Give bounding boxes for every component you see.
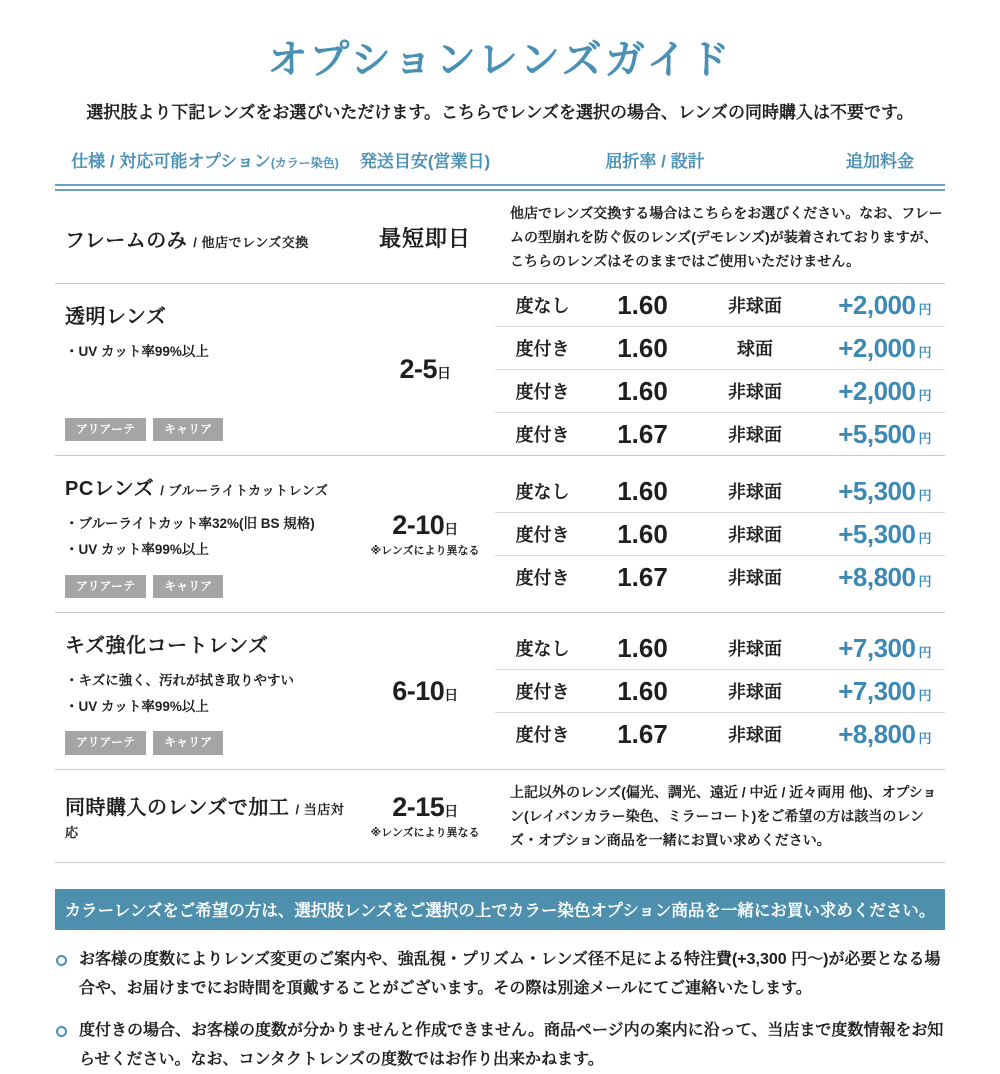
additional-price: [815, 676, 945, 707]
price-currency: 円: [918, 430, 931, 446]
lens-type-suffix: / 当店対応: [65, 802, 345, 841]
detail-cell: [495, 284, 945, 455]
shipping-unit: 日: [437, 365, 451, 382]
shipping-estimate: [399, 354, 450, 385]
price-currency: 円: [918, 487, 931, 503]
lens-option-row: [495, 412, 945, 455]
price-currency: 円: [918, 344, 931, 360]
circle-bullet-icon: [56, 955, 67, 966]
lens-option-row: [495, 284, 945, 326]
tag-list: [65, 563, 355, 599]
price-value: +2,000: [838, 332, 916, 363]
shipping-days: 2-15: [392, 792, 445, 823]
color-option-tag: キャリア: [153, 418, 223, 442]
lens-design: 球面: [737, 339, 773, 360]
lens-type-name: PCレンズ: [65, 478, 155, 501]
price-currency: 円: [918, 387, 931, 403]
power-type: 度なし: [515, 296, 570, 317]
lens-type-suffix: / ブルーライトカットレンズ: [160, 483, 329, 499]
power-type: 度なし: [515, 639, 570, 660]
note-text: 度付きの場合、お客様の度数が分かりませんと作成できません。商品ページ内の案内に沿って、当店まで度数情報をお知らせください。なお、コンタクトレンズの度数ではお作り出来かねます。: [79, 1021, 944, 1068]
shipping-note: ※レンズにより異なる: [370, 827, 480, 840]
feature-item: ・UV カット率99%以上: [65, 541, 209, 557]
lens-type-title: [65, 629, 355, 658]
lens-design: 非球面: [728, 725, 782, 746]
shipping-days: 2-5: [399, 354, 438, 385]
column-header-detail: [495, 147, 945, 172]
price-value: +5,300: [838, 475, 916, 506]
shipping-cell: [355, 613, 495, 769]
lens-option-row: [495, 555, 945, 598]
lens-design: 非球面: [728, 382, 782, 403]
column-header-price: 追加料金: [846, 152, 914, 171]
color-option-tag: キャリア: [153, 575, 223, 599]
column-header-spec-note: (カラー染色): [270, 156, 339, 170]
price-currency: 円: [918, 644, 931, 660]
price-value: +5,300: [838, 518, 916, 549]
refractive-index: 1.60: [617, 475, 668, 506]
additional-price: [815, 562, 945, 593]
shipping-cell: [355, 191, 495, 283]
shipping-cell: [355, 770, 495, 862]
refractive-index: 1.67: [617, 561, 668, 592]
refractive-index: 1.60: [617, 518, 668, 549]
shipping-estimate: [392, 676, 458, 707]
shipping-cell: [355, 284, 495, 455]
power-type: 度付き: [515, 382, 570, 403]
detail-cell: [495, 191, 945, 283]
shipping-estimate: [392, 792, 458, 823]
price-value: +5,500: [838, 418, 916, 449]
header-double-rule: [55, 184, 945, 191]
refractive-index: 1.67: [617, 418, 668, 449]
lens-option-row: [495, 712, 945, 755]
feature-list: [65, 511, 355, 562]
additional-price: [815, 419, 945, 450]
spec-cell: [55, 191, 355, 283]
power-type: 度付き: [515, 568, 570, 589]
power-type: 度付き: [515, 725, 570, 746]
color-option-tag: アリアーテ: [65, 418, 146, 442]
feature-list: [65, 339, 355, 365]
power-type: 度なし: [515, 482, 570, 503]
lens-option-row: [495, 369, 945, 412]
price-value: +7,300: [838, 675, 916, 706]
shipping-unit: 日: [444, 803, 458, 820]
option-lens-guide: [55, 0, 945, 1074]
lens-type-title: [65, 791, 355, 843]
power-type: 度付き: [515, 525, 570, 546]
footer-notes: [55, 946, 945, 1074]
column-header-spec-label: 仕様 / 対応可能オプション: [71, 152, 271, 171]
section-pc-lens: [55, 456, 945, 613]
feature-item: ・UV カット率99%以上: [65, 344, 209, 360]
power-type: 度付き: [515, 682, 570, 703]
column-header-shipping: 発送目安(営業日): [359, 152, 491, 171]
detail-cell: [495, 613, 945, 769]
table-header-row: [55, 147, 945, 172]
lens-type-name: 透明レンズ: [65, 306, 167, 329]
lens-option-row: [495, 326, 945, 369]
lens-design: 非球面: [728, 639, 782, 660]
note-text: お客様の度数によりレンズ変更のご案内や、強乱視・プリズム・レンズ径不足による特注費(+3,300 円〜)が必要となる場合や、お届けまでにお時間を頂戴することがございます。その際は別途メールにてご連絡いたします。: [79, 951, 941, 998]
note-item: [55, 946, 945, 1004]
section-description: 他店でレンズ交換する場合はこちらをお選びください。なお、フレームの型崩れを防ぐ仮のレンズ(デモレンズ)が装着されておりますが、こちらのレンズはそのままではご使用いただけません。: [510, 205, 943, 270]
price-currency: 円: [918, 530, 931, 546]
detail-cell: [495, 770, 945, 862]
lens-design: 非球面: [728, 682, 782, 703]
additional-price: [815, 333, 945, 364]
lens-type-name: フレームのみ: [65, 229, 188, 252]
page-title: オプションレンズガイド: [267, 38, 733, 82]
power-type: 度付き: [515, 425, 570, 446]
additional-price: [815, 290, 945, 321]
additional-price: [815, 519, 945, 550]
lens-option-row: [495, 669, 945, 712]
price-value: +2,000: [838, 289, 916, 320]
column-header-spec: [55, 147, 355, 172]
shipping-note: ※レンズにより異なる: [370, 545, 480, 558]
lens-type-name: キズ強化コートレンズ: [65, 635, 269, 658]
additional-price: [815, 633, 945, 664]
spec-cell: [55, 770, 355, 862]
lens-type-title: [65, 472, 355, 501]
lens-design: 非球面: [728, 482, 782, 503]
refractive-index: 1.60: [617, 332, 668, 363]
tag-list: [65, 406, 355, 442]
color-option-tag: アリアーテ: [65, 731, 146, 755]
section-scratch-coat-lens: [55, 613, 945, 770]
refractive-index: 1.60: [617, 632, 668, 663]
price-currency: 円: [918, 687, 931, 703]
lens-type-name: 同時購入のレンズで加工: [65, 797, 290, 820]
price-value: +8,800: [838, 718, 916, 749]
lens-design: 非球面: [728, 568, 782, 589]
lens-design: 非球面: [728, 525, 782, 546]
shipping-days: 6-10: [392, 675, 445, 706]
section-simultaneous-purchase: [55, 770, 945, 863]
price-value: +2,000: [838, 375, 916, 406]
lens-design: 非球面: [728, 425, 782, 446]
feature-item: ・UV カット率99%以上: [65, 698, 209, 714]
detail-cell: [495, 456, 945, 612]
tag-list: [65, 719, 355, 755]
lens-type-title: [65, 224, 355, 253]
price-currency: 円: [918, 730, 931, 746]
color-option-tag: アリアーテ: [65, 575, 146, 599]
shipping-estimate: 最短即日: [378, 225, 471, 251]
column-header-refraction: 屈折率 / 設計: [605, 152, 705, 171]
price-currency: 円: [918, 573, 931, 589]
lens-type-title: [65, 300, 355, 329]
shipping-estimate: [392, 510, 458, 541]
shipping-unit: 日: [444, 521, 458, 538]
spec-cell: [55, 456, 355, 612]
section-description: 上記以外のレンズ(偏光、調光、遠近 / 中近 / 近々両用 他)、オプション(レイバンカラー染色、ミラーコート)をご希望の方は該当のレンズ・オプション商品を一緒にお買い求めください。: [510, 783, 937, 849]
price-value: +8,800: [838, 561, 916, 592]
feature-item: ・キズに強く、汚れが拭き取りやすい: [65, 673, 294, 689]
additional-price: [815, 719, 945, 750]
additional-price: [815, 376, 945, 407]
lens-option-row: [495, 512, 945, 555]
lens-design: 非球面: [728, 296, 782, 317]
shipping-days: 2-10: [392, 510, 445, 541]
shipping-cell: [355, 456, 495, 612]
feature-list: [65, 668, 355, 719]
refractive-index: 1.60: [617, 675, 668, 706]
color-lens-banner: カラーレンズをご希望の方は、選択肢レンズをご選択の上でカラー染色オプション商品を一緒にお買い求めください。: [55, 889, 945, 930]
page-subtitle: 選択肢より下記レンズをお選びいただけます。こちらでレンズを選択の場合、レンズの同時購入は不要です。: [86, 103, 914, 122]
refractive-index: 1.67: [617, 718, 668, 749]
lens-option-row: [495, 627, 945, 669]
spec-cell: [55, 284, 355, 455]
spec-cell: [55, 613, 355, 769]
price-value: +7,300: [838, 632, 916, 663]
shipping-unit: 日: [444, 686, 458, 703]
section-clear-lens: [55, 284, 945, 456]
price-currency: 円: [918, 301, 931, 317]
section-frame-only: [55, 191, 945, 284]
refractive-index: 1.60: [617, 375, 668, 406]
note-item: [55, 1017, 945, 1074]
power-type: 度付き: [515, 339, 570, 360]
lens-type-suffix: / 他店でレンズ交換: [193, 234, 309, 250]
additional-price: [815, 476, 945, 507]
feature-item: ・ブルーライトカット率32%(旧 BS 規格): [65, 516, 315, 532]
circle-bullet-icon: [56, 1026, 67, 1037]
lens-option-row: [495, 470, 945, 512]
refractive-index: 1.60: [617, 289, 668, 320]
color-option-tag: キャリア: [153, 731, 223, 755]
